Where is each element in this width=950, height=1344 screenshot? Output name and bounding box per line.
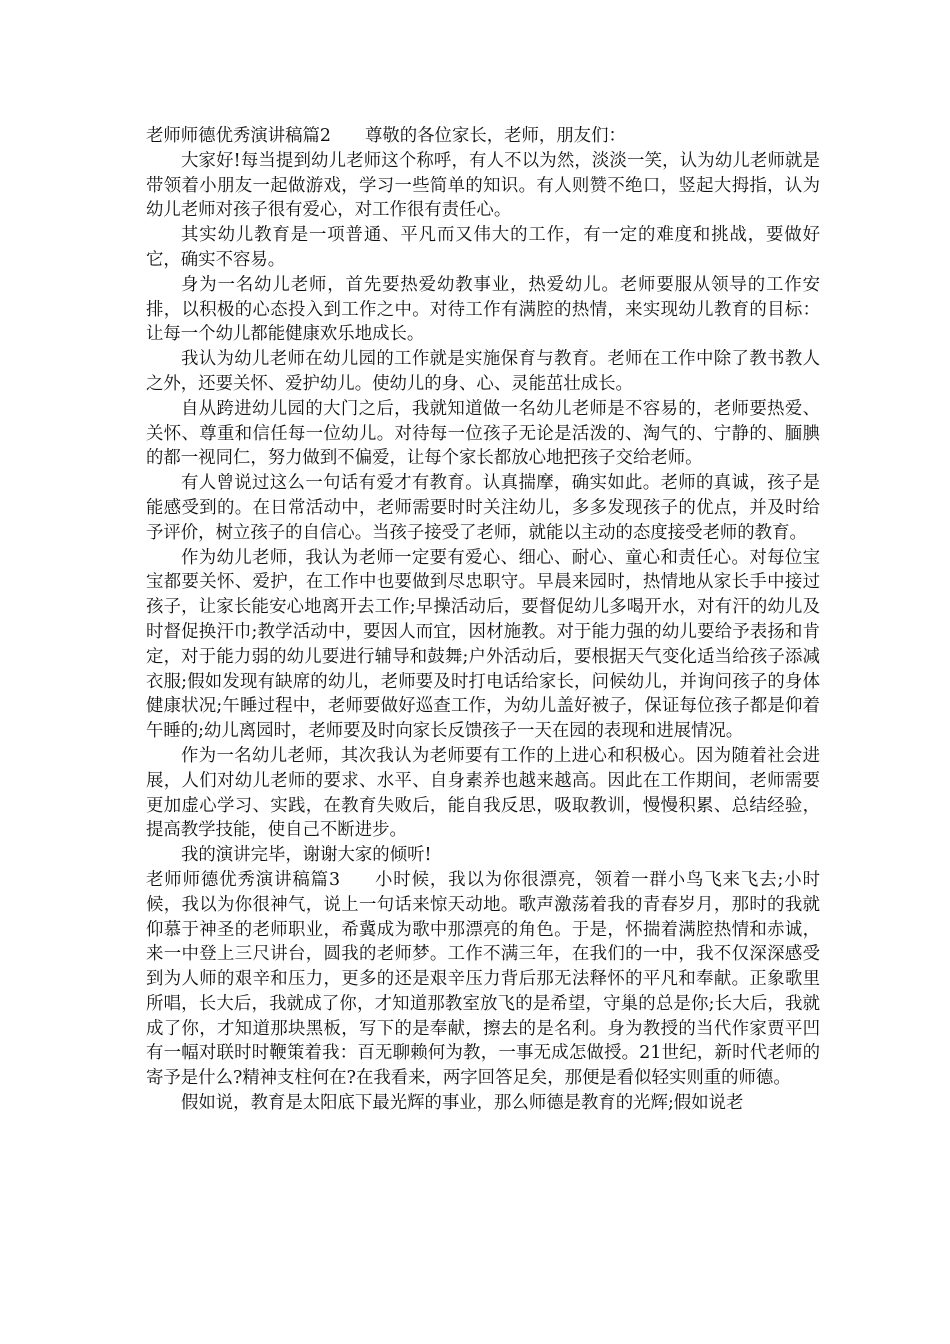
section-2-title: 老师师德优秀演讲稿篇3: [146, 869, 341, 890]
document-page: [146, 124, 820, 1116]
section-2-heading-line: [146, 868, 820, 1091]
section-1-heading-line: [146, 124, 820, 149]
paragraph: 有人曾说过这么一句话有爱才有教育。认真揣摩，确实如此。老师的真诚，孩子是能感受到的。在日常活动中，老师需要时时关注幼儿，多多发现孩子的优点，并及时给予评价，树立孩子的自信心。当孩子接受了老师，就能以主动的态度接受老师的教育。: [146, 473, 820, 543]
paragraph: 假如说，教育是太阳底下最光辉的事业，那么师德是教育的光辉;假如说老: [181, 1093, 744, 1114]
paragraph: 大家好!每当提到幼儿老师这个称呼，有人不以为然，淡淡一笑，认为幼儿老师就是带领着小朋友一起做游戏，学习一些简单的知识。有人则赞不绝口，竖起大拇指，认为幼儿老师对孩子很有爱心，对工作很有责任心。: [146, 150, 820, 221]
paragraph: 其实幼儿教育是一项普通、平凡而又伟大的工作，有一定的难度和挑战，要做好它，确实不容易。: [146, 225, 820, 270]
paragraph: 自从跨进幼儿园的大门之后，我就知道做一名幼儿老师是不容易的，老师要热爱、关怀、尊重和信任每一位幼儿。对待每一位孩子无论是活泼的、淘气的、宁静的、腼腆的都一视同仁，努力做到不偏爱，让每个家长都放心地把孩子交给老师。: [146, 398, 820, 469]
paragraph: 作为幼儿老师，我认为老师一定要有爱心、细心、耐心、童心和责任心。对每位宝宝都要关怀、爱护，在工作中也要做到尽忠职守。早晨来园时，热情地从家长手中接过孩子，让家长能安心地离开去工作;早操活动后，要督促幼儿多喝开水，对有汗的幼儿及时督促换汗巾;教学活动中，要因人而宜，因材施教。对于能力强的幼儿要给予表扬和肯定，对于能力弱的幼儿要进行辅导和鼓舞;户外活动后，要根据天气变化适当给孩子添减衣服;假如发现有缺席的幼儿，老师要及时打电话给家长，问候幼儿，并询问孩子的身体健康状况;午睡过程中，老师要做好巡查工作，为幼儿盖好被子，保证每位孩子都是仰着午睡的;幼儿离园时，老师要及时向家长反馈孩子一天在园的表现和进展情况。: [146, 547, 820, 742]
closing-paragraph: 我的演讲完毕，谢谢大家的倾听!: [181, 845, 432, 866]
section-1-greeting: 尊敬的各位家长，老师，朋友们：: [364, 126, 626, 146]
paragraph: 作为一名幼儿老师，其次我认为老师要有工作的上进心和积极心。因为随着社会进展，人们对幼儿老师的要求、水平、自身素养也越来越高。因此在工作期间，老师需要更加虚心学习、实践，在教育失败后，能自我反思，吸取教训，慢慢积累、总结经验，提高教学技能，使自己不断进步。: [146, 745, 820, 841]
section-2-intro: 小时候，我以为你很漂亮，领着一群小鸟飞来飞去;小时候，我以为你很神气，说上一句话来惊天动地。歌声激荡着我的青春岁月，那时的我就仰慕于神圣的老师职业，希冀成为歌中那漂亮的角色。于是，怀揣着满腔热情和赤诚，来一中登上三尺讲台，圆我的老师梦。工作不满三年，在我们的一中，我不仅深深感受到为人师的艰辛和压力，更多的还是艰辛压力背后那无法释怀的平凡和奉献。正象歌里所唱，长大后，我就成了你，才知道那教室放飞的是希望，守巢的总是你;长大后，我就成了你，才知道那块黑板，写下的是奉献，擦去的是名利。身为教授的当代作家贾平凹有一幅对联时时鞭策着我：百无聊赖何为教，一事无成怎做授。21世纪，新时代老师的寄予是什么?精神支柱何在?在我看来，两字回答足矣，那便是看似轻实则重的师德。: [146, 869, 820, 1089]
section-1-title: 老师师德优秀演讲稿篇2: [146, 126, 331, 146]
paragraph: 我认为幼儿老师在幼儿园的工作就是实施保育与教育。老师在工作中除了教书教人之外，还要关怀、爱护幼儿。使幼儿的身、心、灵能茁壮成长。: [146, 349, 820, 394]
paragraph: 身为一名幼儿老师，首先要热爱幼教事业，热爱幼儿。老师要服从领导的工作安排，以积极的心态投入到工作之中。对待工作有满腔的热情，来实现幼儿教育的目标：让每一个幼儿都能健康欢乐地成长。: [146, 274, 820, 345]
